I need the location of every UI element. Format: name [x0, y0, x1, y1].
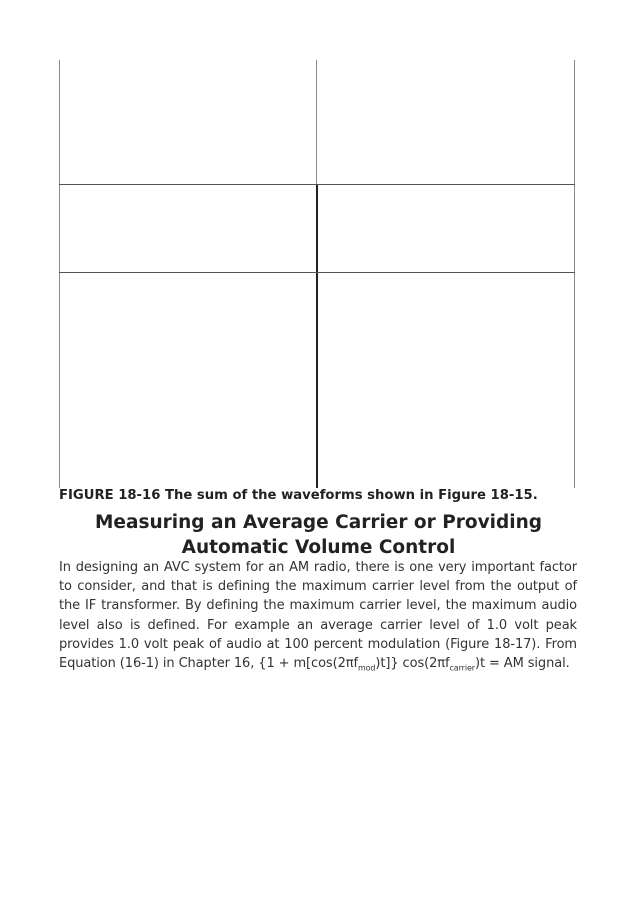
paragraph-text-mid: )t]} cos(2πf — [375, 656, 450, 672]
paragraph-text-end: )t = AM signal. — [474, 656, 570, 672]
figure-left-border — [59, 60, 60, 488]
section-heading: Measuring an Average Carrier or Providing Automatic Volume Control — [95, 512, 542, 558]
paragraph-text-main: In designing an AVC system for an AM radio, there is one very important factor to consider, and that is defining the maximum carrier level from the output of the IF transformer. By defining the maximum carrier level, the maximum audio level also is defined. For example an average carrier level of 1.0 volt peak provides 1.0 volt peak of audio at 100 percent modulation (Figure 18-17). From Equation (16-1) in Chapter 16, {1 + m[cos(2πf — [59, 560, 577, 672]
figure-right-border — [574, 60, 575, 488]
subscript-carrier: carrier — [449, 663, 475, 673]
figure-upper-line — [59, 184, 575, 185]
figure-18-16 — [59, 60, 575, 488]
subscript-mod: mod — [357, 663, 376, 673]
figure-center-axis-dark — [316, 184, 318, 488]
figure-caption: FIGURE 18-16 The sum of the waveforms shown in Figure 18-15. — [59, 488, 538, 503]
figure-center-axis — [316, 60, 317, 184]
figure-lower-line — [59, 272, 575, 273]
body-paragraph — [59, 558, 577, 673]
